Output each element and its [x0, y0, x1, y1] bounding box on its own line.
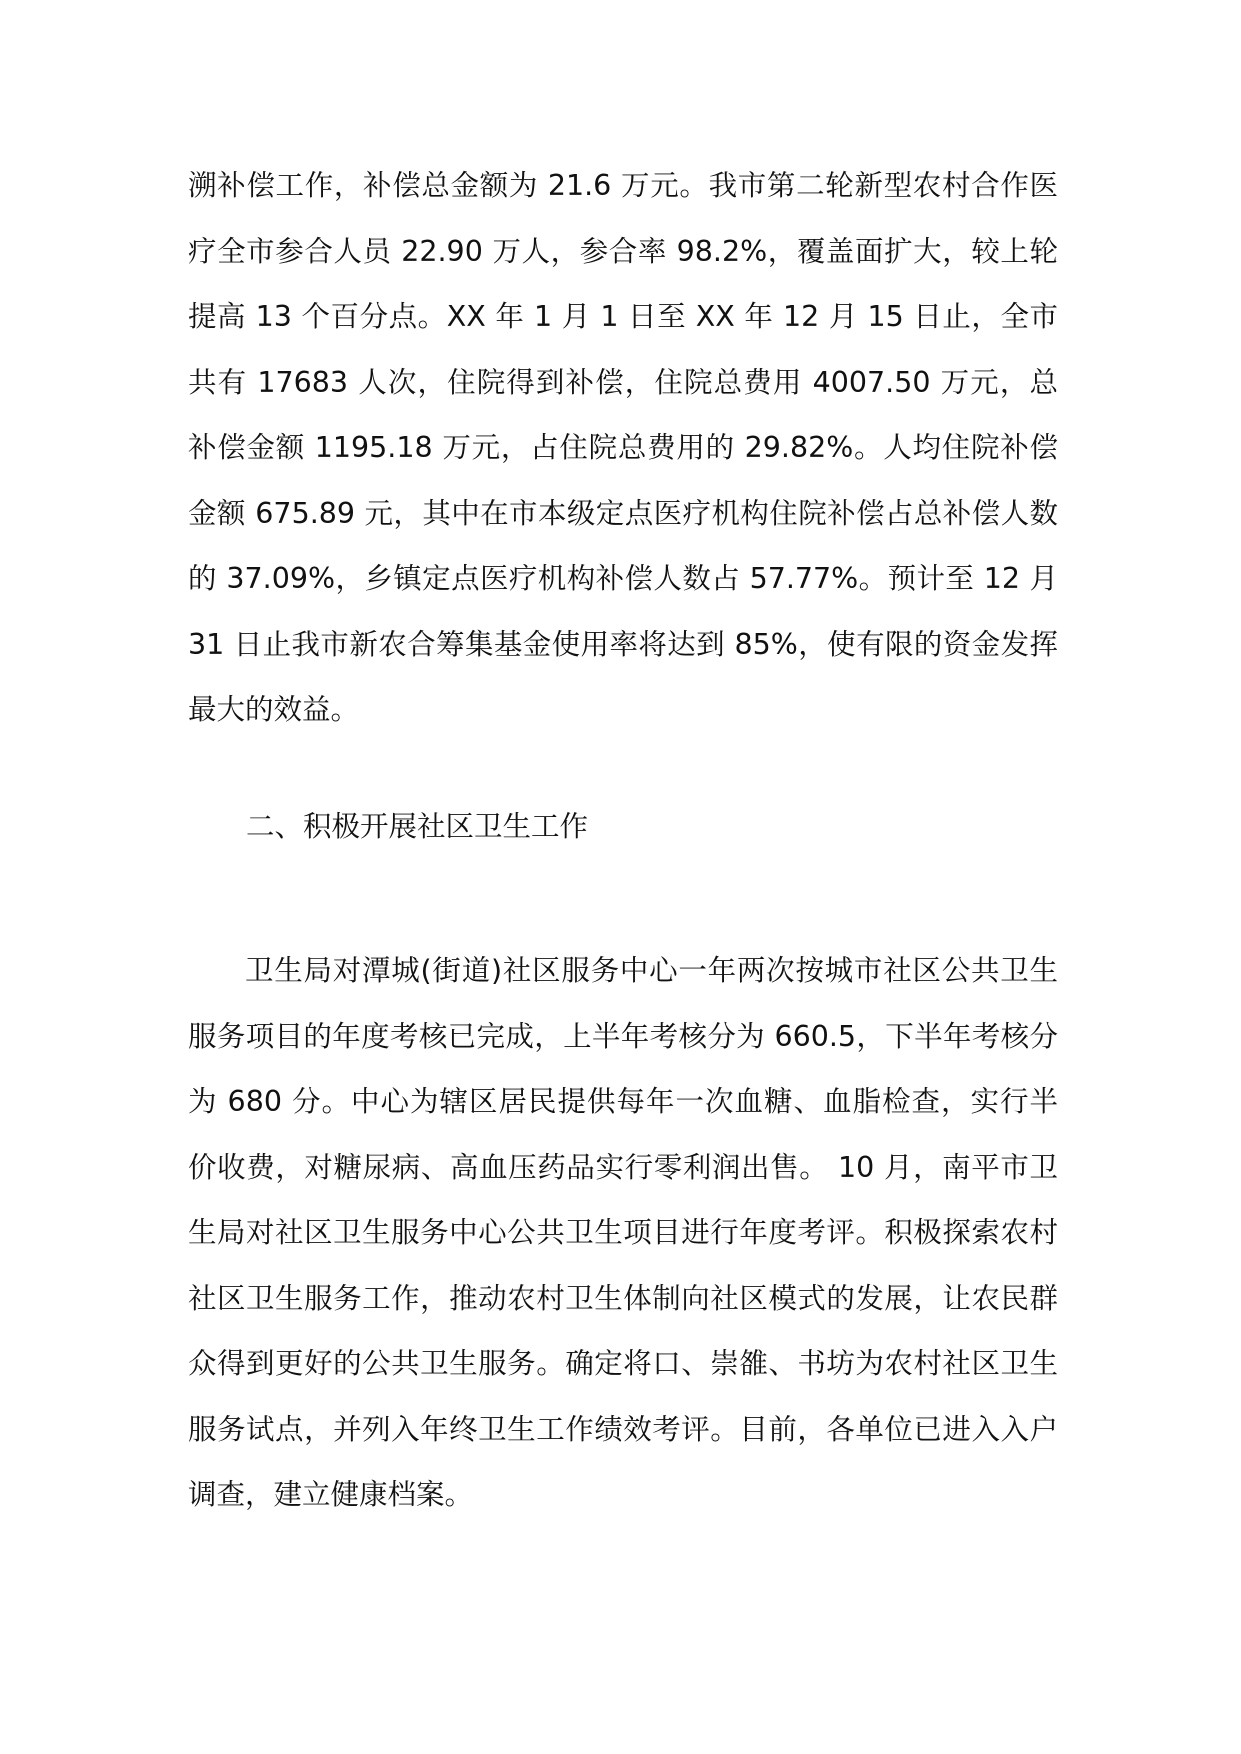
- paragraph-community-health-work: 卫生局对潭城(街道)社区服务中心一年两次按城市社区公共卫生服务项目的年度考核已完成，上半年考核分为 660.5，下半年考核分为 680 分。中心为辖区居民提供每年一次血糖、血脂检查，实行半价收费，对糖尿病、高血压药品实行零利润出售。 10 月，南平市卫生局对社区卫生服务中心公共卫生项目进行年度考评。积极探索农村社区卫生服务工作，推动农村卫生体制向社区模式的发展，让农民群众得到更好的公共卫生服务。确定将口、崇雒、书坊为农村社区卫生服务试点，并列入年终卫生工作绩效考评。目前，各单位已进入入户调查，建立健康档案。: [188, 954, 1058, 1511]
- paragraph-ncms-compensation: 溯补偿工作，补偿总金额为 21.6 万元。我市第二轮新型农村合作医疗全市参合人员 22.90 万人，参合率 98.2%，覆盖面扩大，较上轮提高 13 个百分点。XX 年 1 月 1 日至 XX 年 12 月 15 日止，全市共有 17683 人次，住院得到补偿，住院总费用 4007.50 万元，总补偿金额 1195.18 万元，占住院总费用的 29.82%。人均住院补偿金额 675.89 元，其中在市本级定点医疗机构住院补偿占总补偿人数的 37.09%，乡镇定点医疗机构补偿人数占 57.77%。预计至 12 月 31 日止我市新农合筹集基金使用率将达到 85%，使有限的资金发挥最大的效益。: [188, 169, 1058, 726]
- section-heading-community-health: 二、积极开展社区卫生工作: [246, 810, 589, 843]
